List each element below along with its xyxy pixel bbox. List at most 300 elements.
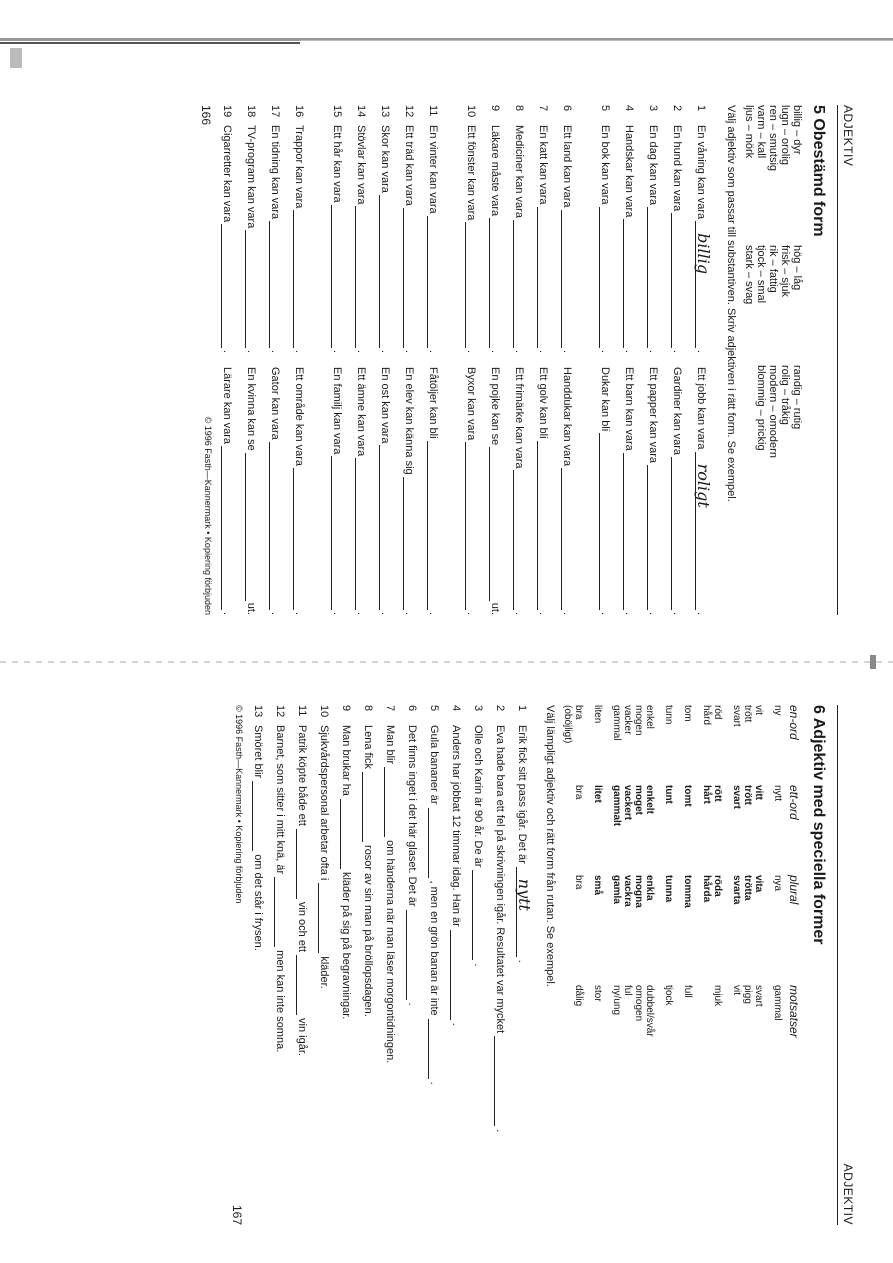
- table-cell: gammal: [611, 705, 622, 741]
- exercise-row: [331, 105, 355, 615]
- exercise-prompt-b: [694, 367, 713, 615]
- exercise-row: [428, 705, 450, 1225]
- exercise-text: Lena fick: [362, 725, 374, 770]
- exercise-number: 4: [623, 105, 635, 112]
- table-header: motsatser: [787, 985, 801, 1038]
- handwritten-answer: roligt: [694, 463, 713, 508]
- answer-blank[interactable]: [513, 220, 525, 348]
- exercise-row: [494, 705, 516, 1225]
- word-pair: ren – smutsig: [767, 105, 779, 172]
- table-cell: hårt: [701, 785, 712, 804]
- exercise-text: Olle och Karin är 90 år. De är: [472, 725, 484, 868]
- exercise-ending: .: [221, 611, 233, 615]
- answer-blank[interactable]: [623, 219, 635, 348]
- exercise-row: [450, 705, 472, 1225]
- exercise-row: [513, 105, 537, 615]
- exercise-text: Ett land kan vara: [561, 125, 573, 208]
- exercise-text: , men en grön banan är inte: [428, 880, 440, 1016]
- exercise-text: En vinter kan vara: [427, 125, 439, 214]
- answer-blank[interactable]: [269, 221, 281, 348]
- section-title: 5 Obestämd form: [810, 105, 827, 237]
- exercise-text: Man blir: [384, 725, 396, 765]
- exercise-row: [647, 105, 671, 615]
- exercise-text: Patrik köpte både ett: [296, 725, 308, 826]
- table-cell: svart: [731, 705, 742, 727]
- answer-blank[interactable]: [494, 1036, 506, 1126]
- exercise-text: En dag kan vara: [647, 125, 659, 206]
- exercise-ending: .: [623, 611, 635, 615]
- exercise-text: En kvinna kan se: [245, 367, 257, 451]
- table-cell: vacker: [622, 705, 633, 735]
- exercise-list: [252, 705, 538, 1225]
- table-cell: tunt: [663, 785, 674, 804]
- table-cell: ny/ung: [611, 985, 622, 1016]
- table-cell: vit: [753, 705, 764, 715]
- table-cell: rött: [712, 785, 723, 802]
- exercise-prompt-a: 2 En hund kan vara .: [671, 105, 683, 353]
- table-cell: [562, 875, 573, 985]
- instruction-text: Välj adjektiv som passar till substantiven. Skriv adjektiven i rätt form. Se exempel.: [725, 105, 737, 502]
- instruction-text: Välj lämpligt adjektiv och rätt form från rutan. Se exempel.: [544, 705, 556, 987]
- table-cell: hårda: [701, 875, 712, 903]
- answer-blank[interactable]: [671, 457, 683, 610]
- exercise-ending: .: [403, 611, 415, 615]
- table-cell: vita: [753, 875, 764, 893]
- table-cell: bra: [573, 705, 584, 720]
- exercise-number: 5: [428, 705, 440, 712]
- page-number: 167: [230, 1204, 244, 1225]
- section-title: 6 Adjektiv med speciella former: [810, 705, 827, 945]
- answer-blank[interactable]: [340, 799, 352, 869]
- answer-blank[interactable]: [427, 216, 439, 348]
- exercise-prompt-b: [561, 367, 573, 615]
- table-header: ett-ord: [787, 785, 801, 820]
- exercise-ending: .: [427, 611, 439, 615]
- answer-blank[interactable]: [513, 470, 525, 609]
- word-pair: randig – rutig: [791, 365, 803, 430]
- answer-blank[interactable]: [384, 767, 396, 837]
- table-cell: pigg: [742, 985, 753, 1004]
- exercise-text: Ett barn kan vara: [623, 367, 635, 451]
- exercise-ending: .: [406, 1002, 418, 1006]
- exercise-text: Ett jobb kan vara: [695, 367, 707, 450]
- exercise-number: 13: [379, 105, 391, 118]
- exercise-prompt-a: 15 Ett hår kan vara .: [331, 105, 343, 353]
- answer-blank[interactable]: [671, 213, 683, 348]
- exercise-number: 14: [355, 105, 367, 118]
- page-header: ADJEKTIV: [837, 705, 855, 1225]
- answer-blank[interactable]: [274, 877, 286, 947]
- exercise-ending: .: [379, 611, 391, 615]
- exercise-row: [537, 105, 561, 615]
- table-cell: gamla: [611, 875, 622, 904]
- exercise-number: 7: [537, 105, 549, 112]
- exercise-ending: .: [671, 611, 683, 615]
- exercise-ending: ut.: [489, 602, 501, 615]
- exercise-number: 11: [427, 105, 439, 117]
- exercise-ending: .: [293, 611, 305, 615]
- word-pair: ljus – mörk: [743, 105, 755, 159]
- answer-blank[interactable]: [561, 210, 573, 348]
- scan-edge-artifact: [0, 28, 893, 68]
- exercise-prompt-a: 10 Ett fönster kan vara .: [465, 105, 477, 353]
- answer-blank[interactable]: [647, 207, 659, 348]
- answer-blank[interactable]: [428, 808, 440, 878]
- exercise-text: Stövlar kan vara: [355, 125, 367, 205]
- exercise-prompt-a: 13 Skor kan vara .: [379, 105, 391, 353]
- exercise-text: En familj kan vara: [331, 367, 343, 455]
- answer-blank[interactable]: [403, 208, 415, 348]
- word-pair: frisk – sjuk: [779, 245, 791, 297]
- word-pair: blommig – prickig: [755, 365, 767, 451]
- exercise-number: 6: [561, 105, 573, 112]
- exercise-number: 10: [318, 705, 330, 718]
- answer-blank[interactable]: [362, 772, 374, 842]
- answer-blank[interactable]: [472, 870, 484, 960]
- word-pair: hög – låg: [791, 245, 803, 291]
- table-cell: bra: [573, 785, 584, 800]
- answer-blank[interactable]: [489, 447, 501, 600]
- exercise-text: Cigarretter kan vara: [221, 125, 233, 223]
- table-cell: moget: [633, 785, 644, 815]
- table-cell: röd: [712, 705, 723, 720]
- word-pair: billig – dyr: [791, 105, 803, 155]
- page-number: 166: [199, 105, 213, 126]
- exercise-ending: .: [647, 611, 659, 615]
- table-cell: nytt: [772, 785, 783, 802]
- exercise-prompt-b: [489, 367, 501, 615]
- table-cell: dålig: [573, 985, 584, 1007]
- answer-blank[interactable]: [355, 458, 367, 610]
- exercise-ending: .: [537, 611, 549, 615]
- answer-blank[interactable]: [296, 955, 308, 1015]
- exercise-ending: .: [472, 963, 484, 967]
- exercise-text: Man brukar ha: [340, 725, 352, 796]
- exercise-ending: .: [494, 1129, 506, 1133]
- exercise-number: 8: [513, 105, 525, 112]
- exercise-number: 19: [221, 105, 233, 118]
- table-cell: trötta: [742, 875, 753, 901]
- exercise-text: kläder på sig på begravningar.: [340, 871, 352, 1020]
- answer-blank[interactable]: [599, 433, 611, 610]
- exercise-text: Gator kan vara: [269, 367, 281, 440]
- exercise-row: [472, 705, 494, 1225]
- exercise-ending: .: [513, 611, 525, 615]
- answer-blank[interactable]: [331, 205, 343, 348]
- answer-blank[interactable]: [537, 441, 549, 610]
- answer-blank[interactable]: [515, 867, 534, 957]
- exercise-prompt-a: 7 En katt kan vara .: [537, 105, 549, 353]
- exercise-text: om händerna när man läser morgontidningen.: [384, 840, 396, 1064]
- exercise-text: men kan inte somna.: [274, 950, 286, 1053]
- exercise-text: Ett område kan vara: [293, 367, 305, 467]
- exercise-number: 8: [362, 705, 374, 712]
- word-pair: [743, 365, 755, 615]
- table-cell: trött: [742, 785, 753, 805]
- answer-blank[interactable]: [293, 210, 305, 348]
- exercise-number: 3: [647, 105, 659, 112]
- answer-blank[interactable]: [465, 442, 477, 610]
- table-cell: [562, 985, 573, 1225]
- exercise-text: Barnet, som sitter i mitt knä, är: [274, 725, 286, 875]
- answer-blank[interactable]: [318, 883, 330, 953]
- exercise-row: [296, 705, 318, 1225]
- exercise-number: 2: [671, 105, 683, 112]
- exercise-prompt-a: 5 En bok kan vara .: [599, 105, 611, 353]
- answer-blank[interactable]: [647, 465, 659, 610]
- table-cell: trött: [742, 705, 753, 723]
- table-cell: vit: [731, 985, 742, 995]
- exercise-prompt-b: [293, 367, 305, 615]
- exercise-prompt-b: [245, 367, 257, 615]
- answer-blank[interactable]: [599, 207, 611, 348]
- exercise-number: 9: [489, 105, 501, 112]
- table-cell: ny: [772, 705, 783, 716]
- exercise-row: [252, 705, 274, 1225]
- exercise-number: 12: [274, 705, 286, 718]
- answer-blank[interactable]: [489, 218, 501, 348]
- exercise-row: [465, 105, 489, 615]
- exercise-row: [427, 105, 451, 615]
- exercise-prompt-a: 6 Ett land kan vara .: [561, 105, 573, 353]
- exercise-text: Fåtöljer kan bli: [427, 367, 439, 439]
- table-cell: omogen: [633, 985, 644, 1022]
- table-cell: dubbel/svår: [644, 985, 655, 1037]
- exercise-text: En pojke kan se: [489, 367, 501, 446]
- exercise-text: Dukar kan bli: [599, 367, 611, 432]
- answer-blank[interactable]: [537, 207, 549, 348]
- exercise-prompt-a: 4 Handskar kan vara .: [623, 105, 635, 353]
- table-cell: (oböjligt): [562, 705, 573, 744]
- left-page: [75, 105, 855, 615]
- exercise-prompt-a: 3 En dag kan vara .: [647, 105, 659, 353]
- exercise-prompt-b: [647, 367, 659, 615]
- exercise-prompt-b: [513, 367, 525, 615]
- table-cell: hård: [701, 705, 712, 726]
- table-cell: liten: [592, 705, 603, 724]
- right-page: [75, 705, 855, 1225]
- exercise-number: 3: [472, 705, 484, 712]
- table-cell: [562, 785, 573, 875]
- table-cell: nya: [772, 875, 783, 892]
- table-cell: vitt: [753, 785, 764, 800]
- exercise-prompt-b: [427, 367, 439, 615]
- exercise-text: Lärare kan vara: [221, 367, 233, 445]
- exercise-ending: .: [428, 1081, 440, 1085]
- table-cell: vackert: [622, 785, 633, 821]
- exercise-text: Läkare måste vara: [489, 125, 501, 217]
- table-cell: ful: [622, 985, 633, 996]
- exercise-prompt-a: 19 Cigarretter kan vara .: [221, 105, 233, 353]
- exercise-text: Smöret blir: [252, 725, 264, 779]
- answer-blank[interactable]: [245, 230, 257, 348]
- exercise-number: 17: [269, 105, 281, 118]
- table-cell: mjuk: [712, 985, 723, 1007]
- exercise-prompt-a: 11 En vinter kan vara .: [427, 105, 439, 353]
- exercise-row: [362, 705, 384, 1225]
- exercise-text: Handdukar kan vara: [561, 367, 573, 467]
- exercise-number: 12: [403, 105, 415, 118]
- answer-blank[interactable]: [379, 445, 391, 610]
- exercise-ending: .: [516, 959, 528, 963]
- answer-blank[interactable]: [465, 222, 477, 348]
- exercise-row: [623, 105, 647, 615]
- exercise-row: [403, 105, 427, 615]
- exercise-number: 11: [296, 705, 308, 717]
- exercise-prompt-b: [403, 367, 415, 615]
- exercise-number: 5: [599, 105, 611, 112]
- table-cell: [701, 985, 712, 1225]
- exercise-text: Ett träd kan vara: [403, 125, 415, 206]
- exercise-text: En ost kan vara: [379, 367, 391, 444]
- exercise-number: 16: [293, 105, 305, 118]
- spine-artifact: [0, 655, 893, 669]
- answer-blank[interactable]: [296, 829, 308, 899]
- exercise-number: 15: [331, 105, 343, 118]
- table-cell: tjock: [663, 985, 674, 1006]
- page-header: ADJEKTIV: [837, 105, 855, 615]
- exercise-row: [516, 705, 538, 1225]
- exercise-row: [671, 105, 695, 615]
- table-cell: enkelt: [644, 785, 655, 814]
- exercise-ending: ut.: [245, 602, 257, 615]
- table-cell: svarta: [731, 875, 742, 905]
- exercise-prompt-a: 17 En tidning kan vara .: [269, 105, 281, 353]
- exercise-text: Ett frimärke kan vara: [513, 367, 525, 469]
- exercise-text: vin och ett: [296, 901, 308, 953]
- table-cell: stor: [592, 985, 603, 1002]
- exercise-number: 10: [465, 105, 477, 118]
- exercise-prompt-a: 9 Läkare måste vara .: [489, 105, 501, 353]
- exercise-text: Ett hår kan vara: [331, 125, 343, 203]
- exercise-row: [489, 105, 513, 615]
- exercise-text: Trappor kan vara: [293, 125, 305, 209]
- table-cell: svart: [753, 985, 764, 1007]
- answer-blank[interactable]: [450, 930, 462, 1020]
- answer-blank[interactable]: [561, 468, 573, 610]
- answer-blank[interactable]: [245, 453, 257, 601]
- exercise-prompt-a: 8 Mediciner kan vara .: [513, 105, 525, 353]
- table-header: plural: [787, 875, 801, 905]
- answer-blank[interactable]: [221, 446, 233, 610]
- exercise-text: En bok kan vara: [599, 125, 611, 205]
- exercise-number: 9: [340, 705, 352, 712]
- answer-blank[interactable]: [355, 206, 367, 347]
- table-cell: bra: [573, 875, 584, 890]
- exercise-text: Eva hade bara ett fel på skrivningen igår. Resultatet var mycket: [494, 725, 506, 1034]
- adjective-forms-table: [562, 705, 801, 1225]
- exercise-prompt-b: [221, 367, 233, 615]
- word-pairs-box: [743, 105, 803, 615]
- exercise-text: Skor kan vara: [379, 125, 391, 193]
- word-pair: modern – omodern: [767, 365, 779, 458]
- exercise-number: 1: [516, 705, 528, 712]
- handwritten-answer: billig: [694, 233, 713, 275]
- exercise-text: rosor av sin man på bröllopsdagen.: [362, 845, 374, 1017]
- exercise-text: om det står i frysen.: [252, 854, 264, 951]
- copyright-notice: © 1996 Fasth—Kannermark • Kopiering förbjuden: [234, 705, 244, 904]
- exercise-ending: .: [331, 611, 343, 615]
- table-cell: små: [592, 875, 603, 896]
- answer-blank[interactable]: [427, 441, 439, 610]
- answer-blank[interactable]: [694, 452, 713, 610]
- exercise-prompt-b: [671, 367, 683, 615]
- answer-blank[interactable]: [331, 456, 343, 610]
- table-cell: tom: [682, 705, 693, 722]
- answer-blank[interactable]: [221, 224, 233, 348]
- exercise-row: [318, 705, 340, 1225]
- exercise-ending: .: [355, 611, 367, 615]
- exercise-row: [406, 705, 428, 1225]
- exercise-text: Det finns inget i det här glaset. Det är: [406, 725, 418, 907]
- copyright-notice: © 1996 Fasth—Kannermark • Kopiering förbjuden: [203, 416, 213, 615]
- answer-blank[interactable]: [269, 442, 281, 610]
- word-pair: tjock – smal: [755, 245, 767, 304]
- table-cell: gammal: [772, 985, 783, 1021]
- exercise-row: [384, 705, 406, 1225]
- word-pair: lugn – orolig: [779, 105, 791, 165]
- exercise-text: Gardiner kan vara: [671, 367, 683, 456]
- word-pair: rolig – tråkig: [779, 365, 791, 425]
- exercise-prompt-b: [331, 367, 343, 615]
- table-cell: litet: [592, 785, 603, 803]
- handwritten-answer: nytt: [515, 878, 534, 911]
- table-cell: full: [682, 985, 693, 998]
- exercise-row: [221, 105, 245, 615]
- exercise-prompt-b: [599, 367, 611, 615]
- answer-blank[interactable]: [252, 781, 264, 851]
- exercise-row: [379, 105, 403, 615]
- exercise-prompt-b: [269, 367, 281, 615]
- exercise-number: 2: [494, 705, 506, 712]
- answer-blank[interactable]: [623, 453, 635, 610]
- word-pair: varm – kall: [755, 105, 767, 159]
- answer-blank[interactable]: [403, 477, 415, 610]
- exercise-text: En hund kan vara: [671, 125, 683, 212]
- exercise-prompt-a: 16 Trappor kan vara .: [293, 105, 305, 353]
- answer-blank[interactable]: [406, 910, 418, 1000]
- table-cell: tunn: [663, 705, 674, 725]
- exercise-row: [340, 705, 362, 1225]
- word-pair: stark – svag: [743, 245, 755, 305]
- exercise-prompt-a: 18 TV-program kan vara .: [245, 105, 257, 353]
- exercise-number: 4: [450, 705, 462, 712]
- exercise-ending: .: [450, 1022, 462, 1026]
- exercise-text: Byxor kan vara: [465, 367, 477, 441]
- exercise-row: [293, 105, 317, 615]
- exercise-text: Mediciner kan vara: [513, 125, 525, 218]
- table-cell: röda: [712, 875, 723, 897]
- exercise-text: En tidning kan vara: [269, 125, 281, 220]
- exercise-text: Ett fönster kan vara: [465, 125, 477, 221]
- exercise-prompt-b: [537, 367, 549, 615]
- answer-blank[interactable]: [379, 195, 391, 348]
- exercise-number: 6: [406, 705, 418, 712]
- exercise-text: En katt kan vara: [537, 125, 549, 205]
- table-cell: svart: [731, 785, 742, 809]
- answer-blank[interactable]: [428, 1019, 440, 1079]
- table-cell: enkel: [644, 705, 655, 729]
- exercise-prompt-b: [355, 367, 367, 615]
- exercise-number: 1: [695, 105, 707, 112]
- word-pair: rik – fattig: [767, 245, 779, 293]
- answer-blank[interactable]: [293, 468, 305, 610]
- exercise-row: [599, 105, 623, 615]
- exercise-text: Ett ämne kan vara: [355, 367, 367, 457]
- table-cell: tomt: [682, 785, 693, 807]
- table-cell: tunna: [663, 875, 674, 903]
- exercise-ending: .: [561, 611, 573, 615]
